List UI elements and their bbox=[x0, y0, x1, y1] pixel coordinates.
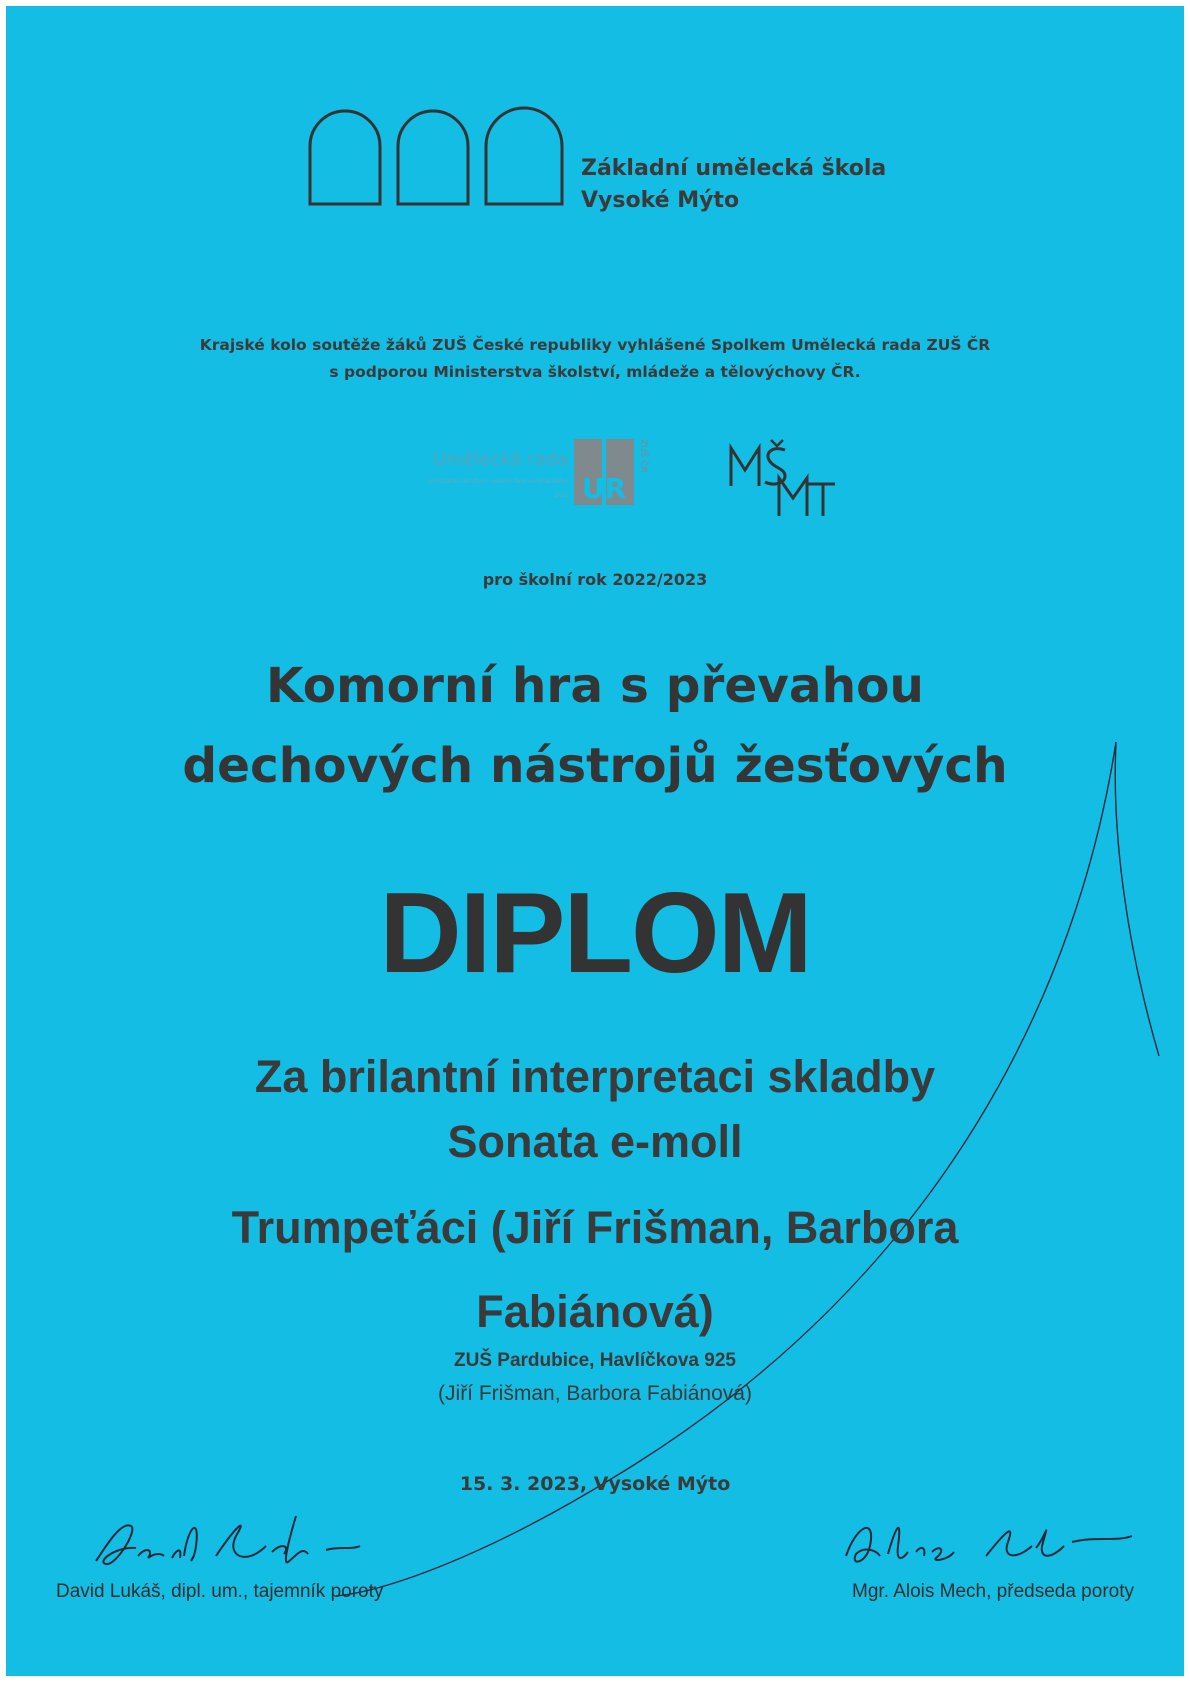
ur-mark-letters: UR bbox=[581, 472, 627, 505]
diploma-title: DIPLOM bbox=[379, 870, 811, 997]
signature-caption-left: David Lukáš, dipl. um., tajemník poroty bbox=[56, 1581, 384, 1602]
umelecka-rada-name: Umělecká rada bbox=[432, 449, 568, 470]
competition-category bbox=[6, 646, 1184, 806]
awardee-names bbox=[6, 1186, 1184, 1354]
msmt-logo-icon bbox=[723, 438, 841, 518]
school-logo-arches bbox=[308, 106, 570, 206]
school-name bbox=[581, 153, 886, 217]
left-signature bbox=[76, 1506, 366, 1586]
place-and-date: 15. 3. 2023, Vysoké Mýto bbox=[459, 1473, 731, 1495]
category-line2: dechových nástrojů žesťových bbox=[182, 738, 1008, 794]
award-text bbox=[6, 1044, 1184, 1174]
category-line1: Komorní hra s převahou bbox=[266, 658, 924, 714]
school-year: pro školní rok 2022/2023 bbox=[482, 570, 708, 589]
intro-line1: Krajské kolo soutěže žáků ZUŠ České republiky vyhlášené Spolkem Umělecká rada ZUŠ ČR bbox=[199, 336, 991, 354]
awardees-line2: Fabiánová) bbox=[476, 1286, 714, 1337]
school-name-line2: Vysoké Mýto bbox=[581, 188, 740, 213]
msmt-mark-text: MŠMT bbox=[723, 438, 726, 439]
intro-text bbox=[6, 332, 1184, 386]
signature-caption-right: Mgr. Alois Mech, předseda poroty bbox=[852, 1581, 1134, 1602]
diploma-sheet bbox=[6, 6, 1184, 1676]
school-address: ZUŠ Pardubice, Havlíčkova 925 bbox=[454, 1350, 736, 1371]
decorative-curve bbox=[6, 6, 1184, 1676]
right-signature bbox=[836, 1506, 1136, 1586]
umelecka-rada-subtitle2: ZUŠ bbox=[554, 491, 568, 499]
umelecka-rada-subtitle: celostátní sdružení vedení škol uměleckého bbox=[426, 477, 568, 485]
awardees-line1: Trumpeťáci (Jiří Frišman, Barbora bbox=[231, 1202, 959, 1253]
award-line2: Sonata e-moll bbox=[447, 1116, 743, 1167]
participants: (Jiří Frišman, Barbora Fabiánová) bbox=[438, 1382, 752, 1405]
school-name-line1: Základní umělecká škola bbox=[581, 156, 887, 181]
award-line1: Za brilantní interpretaci skladby bbox=[254, 1051, 936, 1102]
ur-vertical-text: ZUŠ ČR bbox=[638, 439, 648, 473]
ur-mark-icon bbox=[574, 439, 648, 505]
intro-line2: s podporou Ministerstva školství, mládeže a tělovýchovy ČR. bbox=[329, 363, 861, 381]
umelecka-rada-logo bbox=[361, 439, 666, 517]
